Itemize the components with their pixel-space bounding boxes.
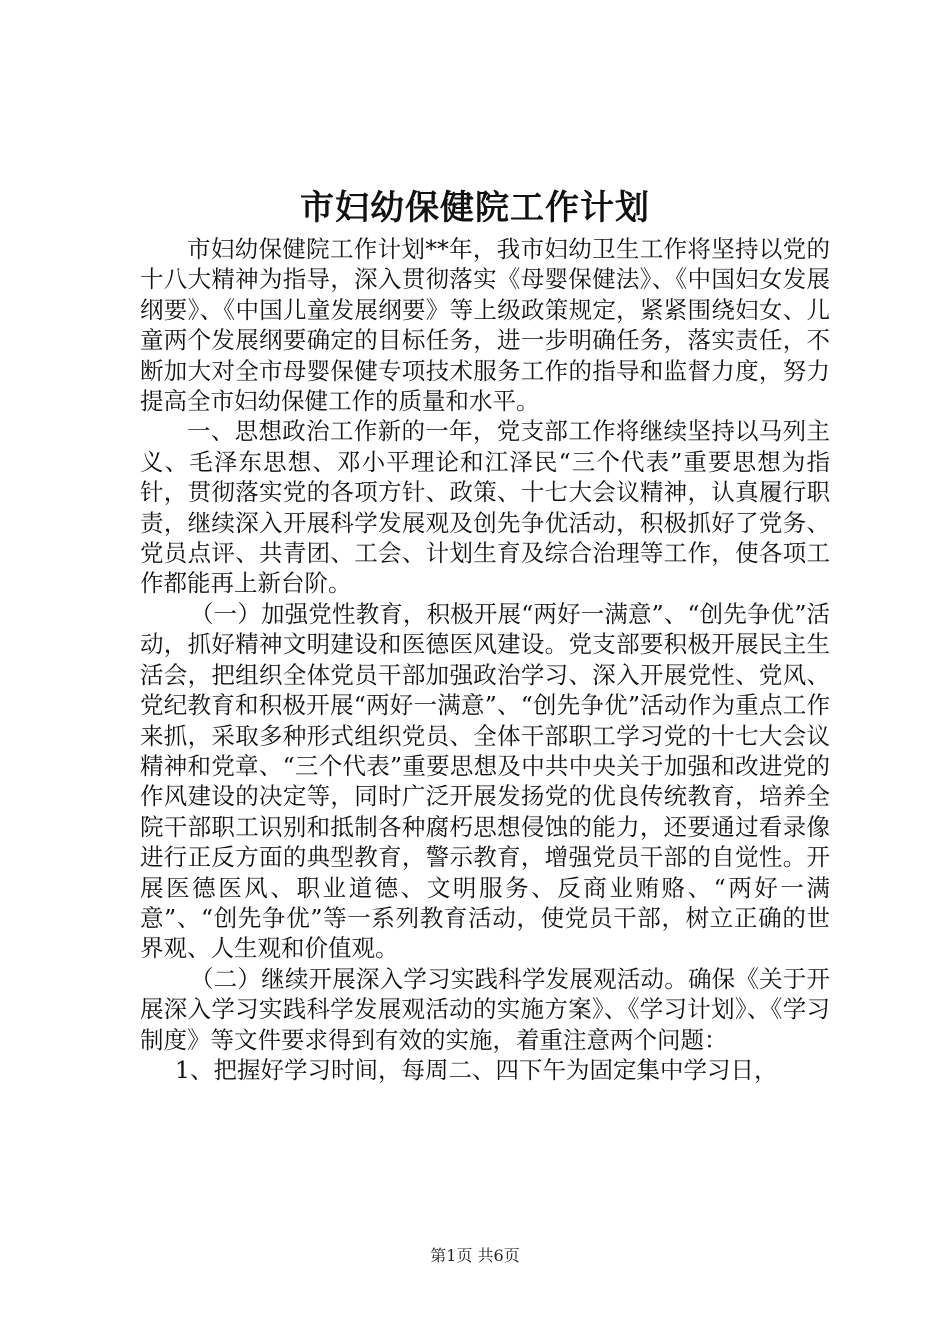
document-body [140,234,830,1085]
paragraph-subsection-two: （二）继续开展深入学习实践科学发展观活动。确保《关于开展深入学习实践科学发展观活动的实施方案》、《学习计划》、《学习制度》等文件要求得到有效的实施，着重注意两个问题： [140,964,830,1054]
paragraph-section-one: 一、思想政治工作新的一年，党支部工作将继续坚持以马列主义、毛泽东思想、邓小平理论和江泽民“三个代表”重要思想为指针，贯彻落实党的各项方针、政策、十七大会议精神，认真履行职责，继续深入开展科学发展观及创先争优活动，积极抓好了党务、党员点评、共青团、工会、计划生育及综合治理等工作，使各项工作都能再上新台阶。 [140,417,830,598]
document-title: 市妇幼保健院工作计划 [300,188,650,228]
paragraph-subsection-one: （一）加强党性教育，积极开展“两好一满意”、“创先争优”活动，抓好精神文明建设和医德医风建设。党支部要积极开展民主生活会，把组织全体党员干部加强政治学习、深入开展党性、党风、党纪教育和积极开展“两好一满意”、“创先争优”活动作为重点工作来抓，采取多种形式组织党员、全体干部职工学习党的十七大会议精神和党章、“三个代表”重要思想及中共中央关于加强和改进党的作风建设的决定等，同时广泛开展发扬党的优良传统教育，培养全院干部职工识别和抵制各种腐朽思想侵蚀的能力，还要通过看录像进行正反方面的典型教育，警示教育，增强党员干部的自觉性。开展医德医风、职业道德、文明服务、反商业贿赂、“两好一满意”、“创先争优”等一系列教育活动，使党员干部，树立正确的世界观、人生观和价值观。 [140,599,830,963]
paragraph-intro: 市妇幼保健院工作计划**年，我市妇幼卫生工作将坚持以党的十八大精神为指导，深入贯彻落实《母婴保健法》、《中国妇女发展纲要》、《中国儿童发展纲要》等上级政策规定，紧紧围绕妇女、儿童两个发展纲要确定的目标任务，进一步明确任务，落实责任，不断加大对全市母婴保健专项技术服务工作的指导和监督力度，努力提高全市妇幼保健工作的质量和水平。 [140,235,830,416]
paragraph-item-one: 1、把握好学习时间，每周二、四下午为固定集中学习日， [175,1055,778,1084]
page-number-footer: 第1页 共6页 [430,1246,520,1265]
